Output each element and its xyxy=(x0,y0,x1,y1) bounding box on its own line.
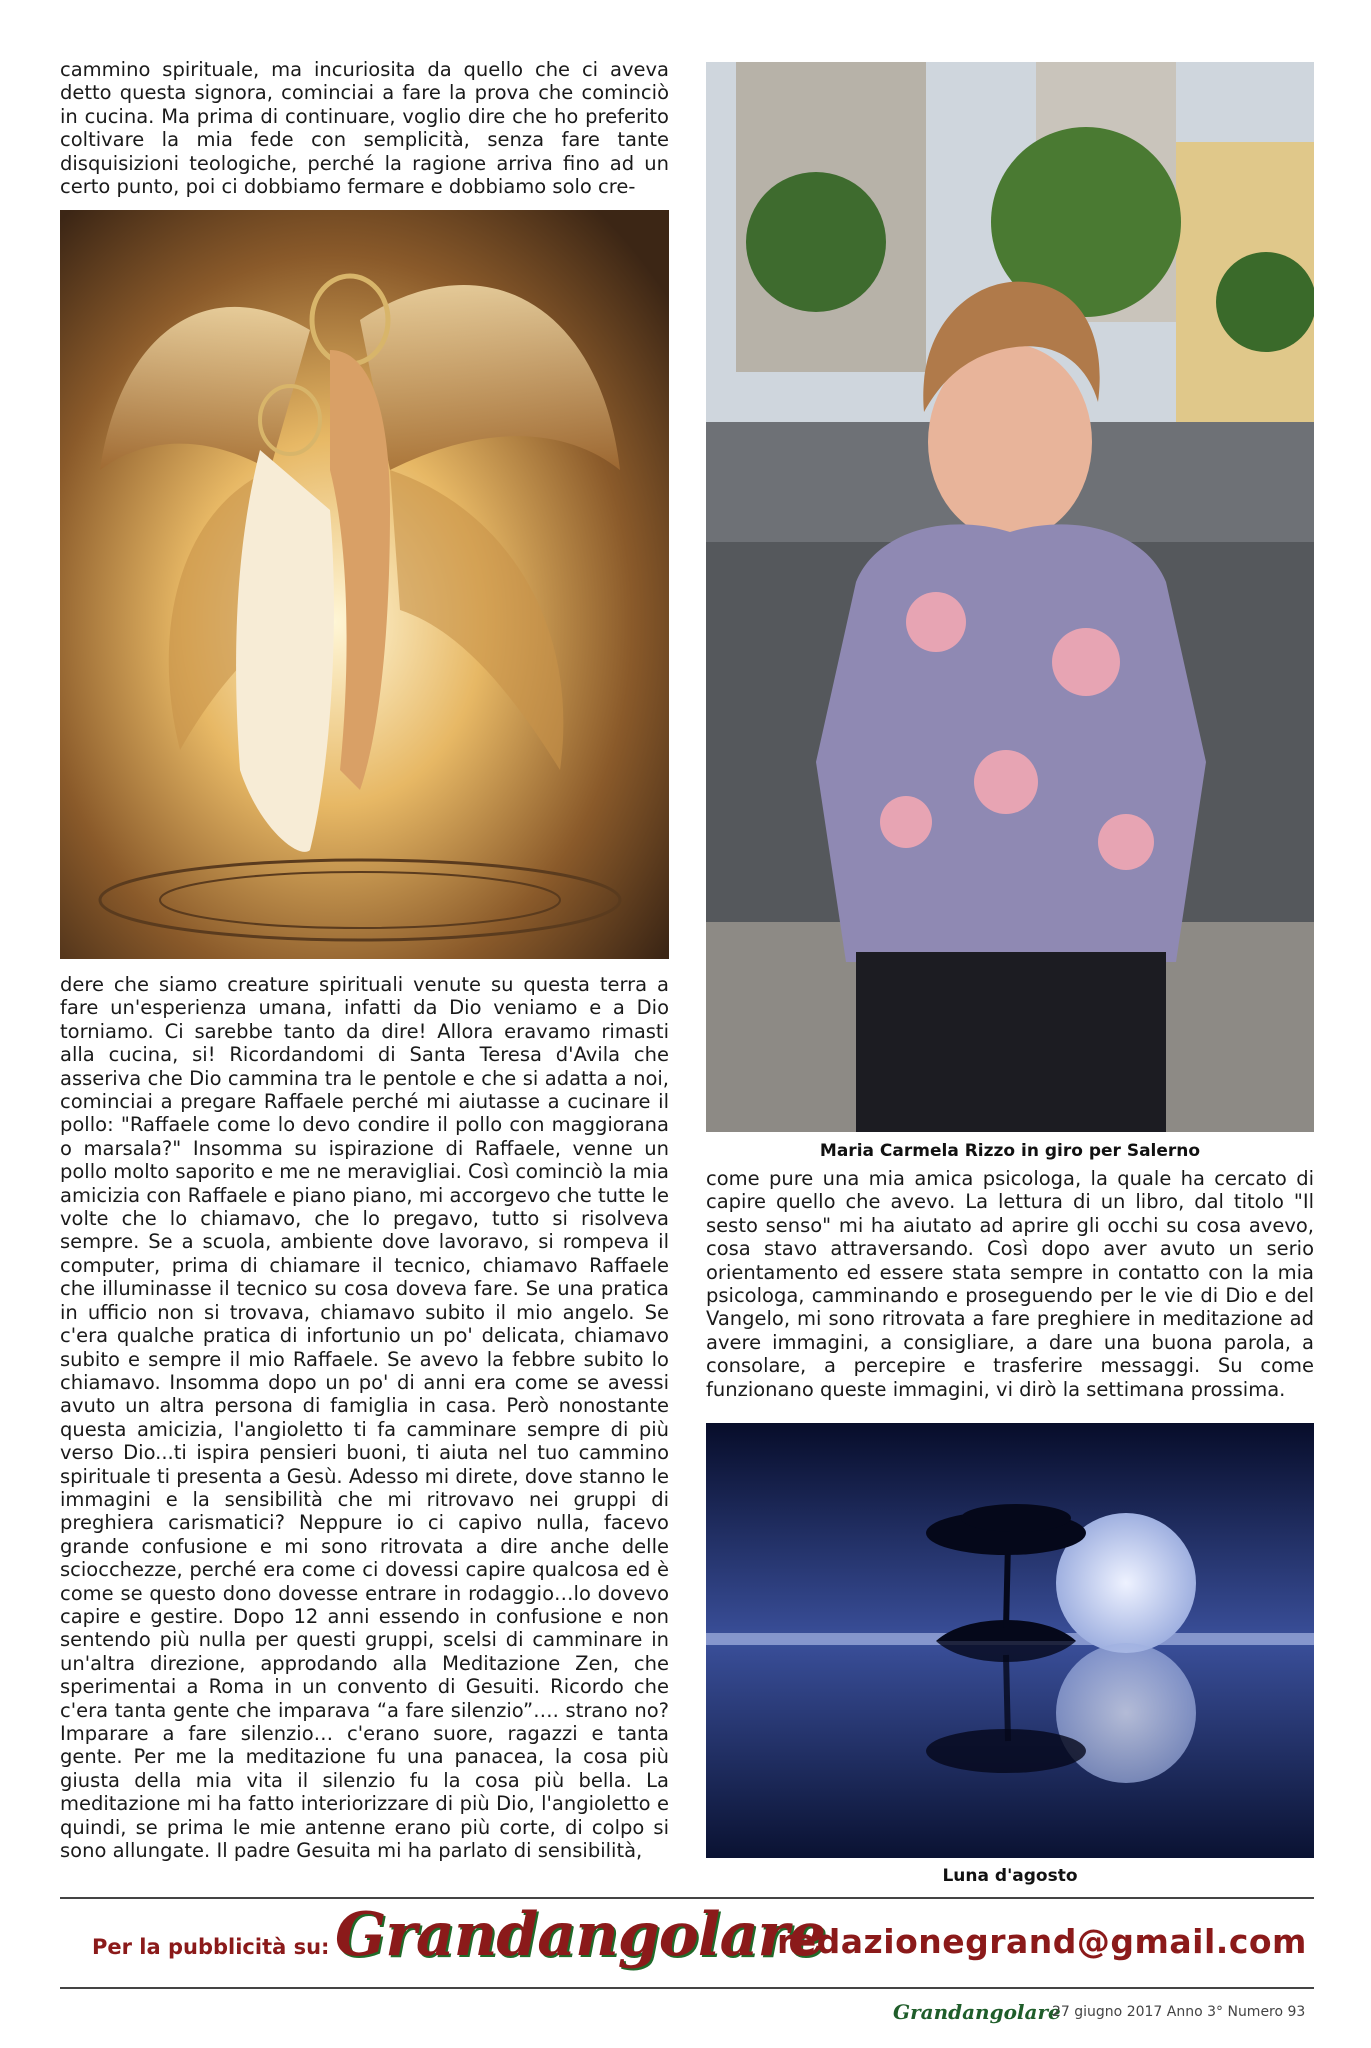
article-paragraph: dere che siamo creature spirituali venute su questa terra a fare un'esperienza umana, infatti da Dio veniamo e a Dio torniamo. Ci sarebbe tanto da dire! Allora eravamo rimasti alla cucina, si! Ricordandomi di Santa Teresa d'Avila che asseriva che Dio cammina tra le pentole e che si adatta a noi, cominciai a pregare Raffaele perché mi aiutasse a cucinare il pollo: "Raffaele come lo devo condire il pollo con maggiorana o marsala?" Insomma su ispirazione di Raffaele, venne un pollo molto saporito e me ne meravigliai. Così cominciò la mia amicizia con Raffaele e piano piano, mi accorgevo che tutte le volte che lo chiamavo, che lo pregavo, tutto si risolveva sempre. Se a scuola, ambiente dove lavoravo, si rompeva il computer, prima di chiamare il tecnico, chiamavo Raffaele che illuminasse il tecnico su cosa doveva fare. Se una pratica in ufficio non si trovava, chiamavo subito il mio angelo. Se c'era qualche pratica di infortunio un po' delicata, chiamavo subito e sempre il mio Raffaele. Se avevo la febbre subito lo chiamavo. Insomma dopo un po' di anni era come se avessi avuto un altra persona di famiglia in casa. Però nonostante questa amicizia, l'angioletto ti fa camminare sempre di più verso Dio...ti ispira pensieri buoni, ti aiuta nel tuo cammino spirituale ti presenta a Gesù. Adesso mi direte, dove stanno le immagini e la sensibilità che mi ritrovavo nei gruppi di preghiera carismatici? Neppure io ci capivo nulla, facevo grande confusione e mi sono ritrovata a dire anche delle sciocchezze, perché era come ci dovessi capire qualcosa ed è come se questo dono dovesse entrare in rodaggio…lo dovevo capire e gestire. Dopo 12 anni essendo in confusione e non sentendo più nulla per questi gruppi, scelsi di camminare in un'altra direzione, approdando alla Meditazione Zen, che sperimentai a Roma in un convento di Gesuiti. Ricordo che c'era tanta gente che imparava “a fare silenzio”…. strano no? Imparare a fare silenzio… c'erano suore, ragazzi e tanta gente. Per me la meditazione fu una panacea, la cosa più giusta della mia vita il silenzio fu la cosa più bella. La meditazione mi ha fatto interiorizzare di più Dio, l'angioletto e quindi, se prima le mie antenne erano più corte, di colpo si sono allungate. Il padre Gesuita mi ha parlato di sensibilità, xyxy=(60,973,669,1863)
footer-issue-info: 27 giugno 2017 Anno 3° Numero 93 xyxy=(1052,2004,1306,2020)
article-text-bottom xyxy=(60,973,669,1862)
ad-email-link[interactable]: redazionegrand@gmail.com xyxy=(777,1922,1307,1961)
article-text-right xyxy=(706,1167,1314,1401)
moon-island-image xyxy=(706,1423,1314,1858)
portrait-photo xyxy=(706,62,1314,1132)
moon-caption: Luna d'agosto xyxy=(942,1866,1078,1886)
article-paragraph: come pure una mia amica psicologa, la quale ha cercato di capire quello che avevo. La lettura di un libro, dal titolo "Il sesto senso" mi ha aiutato ad aprire gli occhi su cosa avevo, cosa stavo attraversando. Così dopo aver avuto un serio orientamento ed essere stata sempre in contatto con la mia psicologa, camminando e proseguendo per le vie di Dio e del Vangelo, mi sono ritrovata a fare preghiere in meditazione ad avere immagini, a consigliare, a dare una buona parola, a consolare, a percepire e trasferire messaggi. Su come funzionano queste immagini, vi dirò la settimana prossima. xyxy=(706,1167,1314,1401)
divider-line xyxy=(60,1987,1314,1989)
footer-masthead: Grandangolare xyxy=(893,2000,1061,2024)
article-text-top xyxy=(60,58,669,198)
article-paragraph: cammino spirituale, ma incuriosita da quello che ci aveva detto questa signora, cominciai a fare la prova che cominciò in cucina. Ma prima di continuare, voglio dire che ho preferito coltivare la mia fede con semplicità, senza fare tante disquisizioni teologiche, perché la ragione arriva fino ad un certo punto, poi ci dobbiamo fermare e dobbiamo solo cre- xyxy=(60,58,669,199)
ad-label: Per la pubblicità su: xyxy=(92,1935,330,1959)
grandangolare-logo: Grandangolare xyxy=(335,1900,826,1970)
divider-line xyxy=(60,1897,1314,1899)
portrait-caption: Maria Carmela Rizzo in giro per Salerno xyxy=(819,1141,1201,1161)
angel-painting-image xyxy=(60,210,669,959)
